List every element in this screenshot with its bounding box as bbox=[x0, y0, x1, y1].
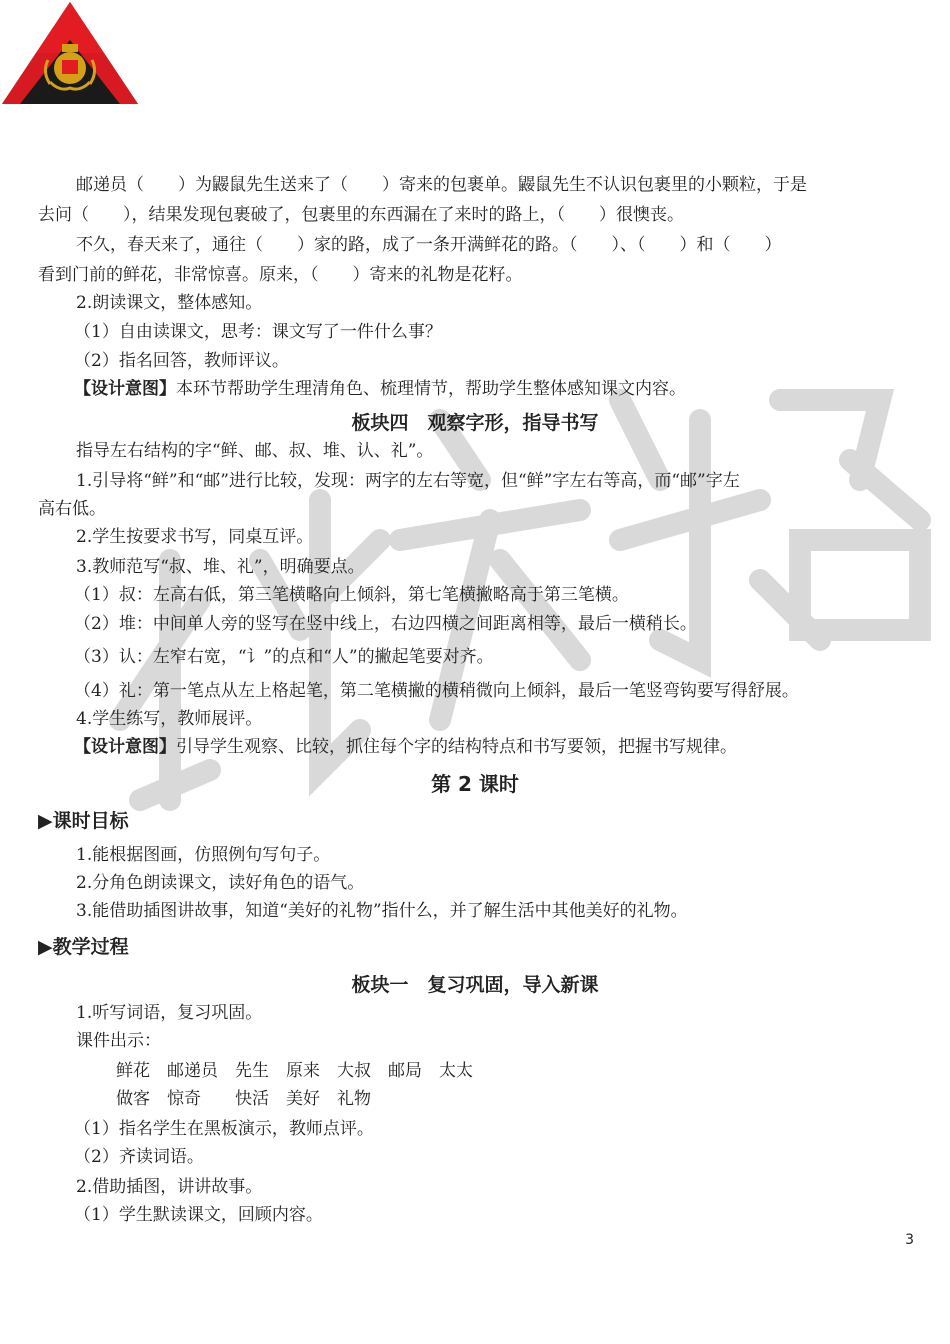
paragraph-line: 不久，春天来了，通往（ ）家的路，成了一条开满鲜花的路。（ ）、（ ）和（ ） bbox=[76, 235, 782, 255]
design-intent-label: 【设计意图】 bbox=[74, 737, 176, 757]
step-line: 1.引导将“鲜”和“邮”进行比较，发现：两字的左右等宽，但“鲜”字左右等高，而“邮”字左 bbox=[76, 471, 740, 491]
design-intent bbox=[74, 736, 737, 758]
step-line: 高右低。 bbox=[38, 499, 106, 519]
school-logo bbox=[0, 0, 140, 106]
paragraph-line: 邮递员（ ）为鼹鼠先生送来了（ ）寄来的包裹单。鼹鼠先生不认识包裹里的小颗粒，于是 bbox=[76, 175, 807, 195]
paragraph-line: 看到门前的鲜花，非常惊喜。原来，（ ）寄来的礼物是花籽。 bbox=[38, 265, 523, 285]
design-intent-text: 引导学生观察、比较，抓住每个字的结构特点和书写要领，把握书写规律。 bbox=[176, 737, 737, 757]
step-line: 1.听写词语，复习巩固。 bbox=[76, 1003, 263, 1023]
block-title: 板块一 复习巩固，导入新课 bbox=[351, 974, 599, 996]
step-line: （2）指名回答，教师评议。 bbox=[74, 351, 289, 371]
step-line: 2.朗读课文，整体感知。 bbox=[76, 293, 263, 313]
step-line: （3）认：左窄右宽，“讠”的点和“人”的撇起笔要对齐。 bbox=[74, 647, 494, 667]
step-line: 2.借助插图，讲讲故事。 bbox=[76, 1177, 263, 1197]
step-line: 4.学生练写，教师展评。 bbox=[76, 709, 263, 729]
step-line: （4）礼：第一笔点从左上格起笔，第二笔横撇的横稍微向上倾斜，最后一笔竖弯钩要写得舒展。 bbox=[74, 681, 799, 701]
goal-item: 3.能借助插图讲故事，知道“美好的礼物”指什么，并了解生活中其他美好的礼物。 bbox=[76, 901, 688, 921]
step-line: 3.教师范写“叔、堆、礼”，明确要点。 bbox=[76, 557, 365, 577]
step-line: 指导左右结构的字“鲜、邮、叔、堆、认、礼”。 bbox=[76, 441, 434, 461]
step-line: （1）自由读课文，思考：课文写了一件什么事？ bbox=[74, 322, 442, 342]
step-line: 课件出示： bbox=[76, 1031, 161, 1051]
design-intent-text: 本环节帮助学生理清角色、梳理情节，帮助学生整体感知课文内容。 bbox=[176, 379, 686, 399]
design-intent-label: 【设计意图】 bbox=[74, 379, 176, 399]
step-line: （1）叔：左高右低，第三笔横略向上倾斜，第七笔横撇略高于第三笔横。 bbox=[74, 585, 629, 605]
section-heading: ▶教学过程 bbox=[38, 936, 129, 958]
step-line: （2）堆：中间单人旁的竖写在竖中线上，右边四横之间距离相等，最后一横稍长。 bbox=[74, 614, 697, 634]
page-number: 3 bbox=[905, 1232, 914, 1248]
step-line: （1）学生默读课文，回顾内容。 bbox=[74, 1205, 323, 1225]
paragraph-line: 去问（ ），结果发现包裹破了，包裹里的东西漏在了来时的路上，（ ）很懊丧。 bbox=[38, 205, 684, 225]
lesson-title: 第 2 课时 bbox=[431, 772, 519, 796]
goal-item: 1.能根据图画，仿照例句写句子。 bbox=[76, 845, 331, 865]
goal-item: 2.分角色朗读课文，读好角色的语气。 bbox=[76, 873, 365, 893]
word-list: 做客 惊奇 快活 美好 礼物 bbox=[116, 1089, 371, 1109]
word-list: 鲜花 邮递员 先生 原来 大叔 邮局 太太 bbox=[116, 1061, 473, 1081]
section-heading: ▶课时目标 bbox=[38, 810, 129, 832]
step-line: 2.学生按要求书写，同桌互评。 bbox=[76, 527, 314, 547]
design-intent bbox=[74, 378, 686, 400]
step-line: （2）齐读词语。 bbox=[74, 1147, 204, 1167]
block-title: 板块四 观察字形，指导书写 bbox=[351, 412, 599, 434]
step-line: （1）指名学生在黑板演示，教师点评。 bbox=[74, 1119, 374, 1139]
